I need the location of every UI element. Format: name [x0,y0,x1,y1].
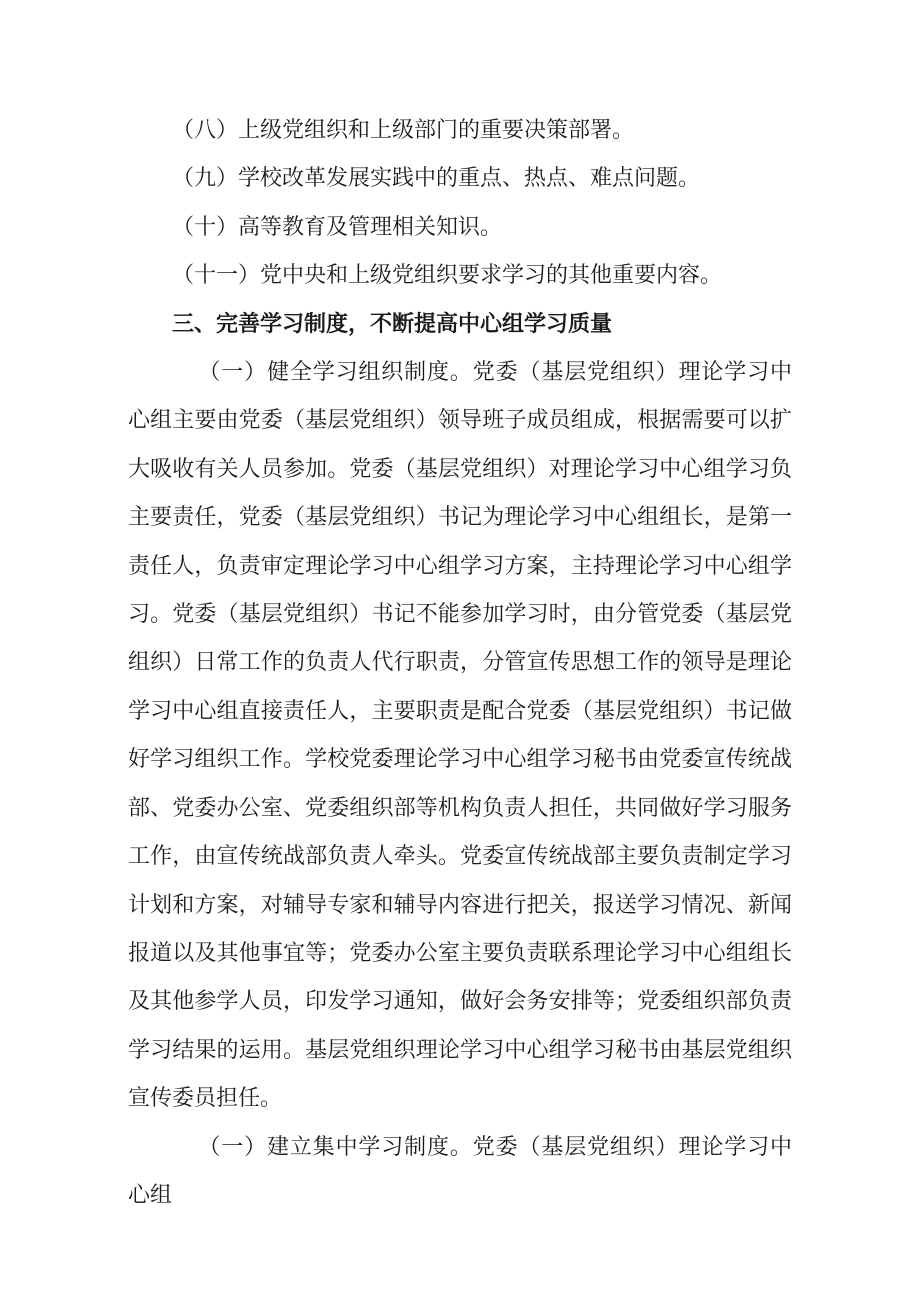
list-item: （九）学校改革发展实践中的重点、热点、难点问题。 [172,166,701,192]
document-body [128,107,792,1220]
list-item: （八）上级党组织和上级部门的重要决策部署。 [172,118,635,143]
paragraph-organization: （一）健全学习组织制度。党委（基层党组织）理论学习中心组主要由党委（基层党组织）领导班子成员组成，根据需要可以扩大吸收有关人员参加。党委（基层党组织）对理论学习中心组学习负主要责任，党委（基层党组织）书记为理论学习中心组组长，是第一责任人，负责审定理论学习中心组学习方案，主持理论学习中心组学习。党委（基层党组织）书记不能参加学习时，由分管党委（基层党组织）日常工作的负责人代行职责，分管宣传思想工作的领导是理论学习中心组直接责任人，主要职责是配合党委（基层党组织）书记做好学习组织工作。学校党委理论学习中心组学习秘书由党委宣传统战部、党委办公室、党委组织部等机构负责人担任，共同做好学习服务工作，由宣传统战部负责人牵头。党委宣传统战部主要负责制定学习计划和方案，对辅导专家和辅导内容进行把关，报送学习情况、新闻报道以及其他事宜等；党委办公室主要负责联系理论学习中心组组长及其他参学人员，印发学习通知，做好会务安排等；党委组织部负责学习结果的运用。基层党组织理论学习中心组学习秘书由基层党组织宣传委员担任。 [128,360,792,1112]
section-heading: 三、完善学习制度，不断提高中心组学习质量 [172,311,613,337]
list-item: （十）高等教育及管理相关知识。 [172,214,503,240]
list-item: （十一）党中央和上级党组织要求学习的其他重要内容。 [172,263,723,289]
paragraph-centralized-study: （一）建立集中学习制度。党委（基层党组织）理论学习中心组 [128,1134,792,1208]
